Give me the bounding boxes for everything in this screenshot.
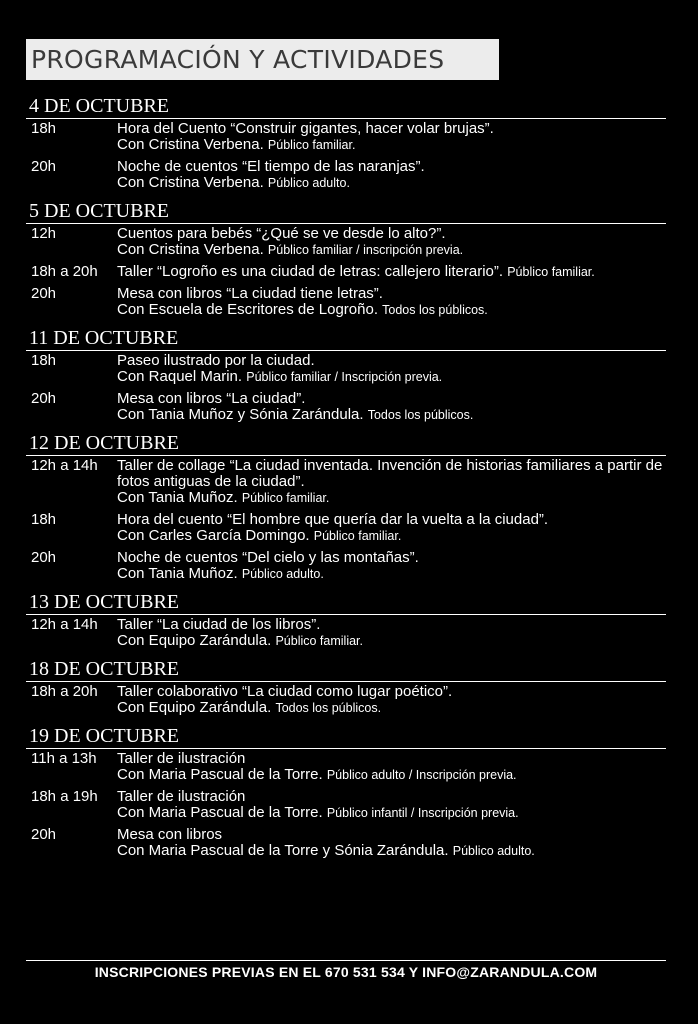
event-host: Con Maria Pascual de la Torre. (117, 766, 323, 783)
day-section (26, 327, 666, 423)
event-time: 18h (31, 352, 57, 369)
event-row (26, 286, 666, 318)
event-time: 20h (31, 390, 57, 407)
day-date-heading: 11 DE OCTUBRE (26, 327, 184, 351)
event-description (117, 684, 666, 716)
event-time: 18h (31, 511, 57, 528)
event-description (117, 827, 666, 859)
event-host: Con Cristina Verbena. (117, 241, 264, 258)
event-row (26, 264, 666, 280)
event-row (26, 391, 666, 423)
event-time: 18h a 19h (31, 788, 98, 805)
event-host: Con Tania Muñoz y Sónia Zarándula. (117, 406, 364, 423)
event-title: Mesa con libros “La ciudad”. (117, 390, 306, 407)
event-row (26, 159, 666, 191)
event-host: Con Carles García Domingo. (117, 527, 310, 544)
event-title: Taller de ilustración (117, 750, 246, 767)
event-time: 20h (31, 549, 57, 566)
event-description (117, 121, 666, 153)
event-audience: Público familiar. (267, 138, 356, 152)
event-title: Noche de cuentos “Del cielo y las montañas”. (117, 549, 419, 566)
event-time: 12h a 14h (31, 457, 98, 474)
event-host: Con Raquel Marin. (117, 368, 243, 385)
event-audience: Público adulto. (267, 176, 350, 190)
event-title: Cuentos para bebés “¿Qué se ve desde lo alto?”. (117, 225, 446, 242)
day-date-heading: 18 DE OCTUBRE (26, 658, 185, 682)
event-host: Con Cristina Verbena. (117, 136, 264, 153)
event-title: Mesa con libros (117, 826, 223, 843)
event-row (26, 684, 666, 716)
page-title: PROGRAMACIÓN Y ACTIVIDADES (26, 39, 499, 80)
event-row (26, 789, 666, 821)
day-section (26, 95, 666, 191)
event-row (26, 751, 666, 783)
event-title: Taller “Logroño es una ciudad de letras: callejero literario”. (117, 263, 504, 280)
event-row (26, 512, 666, 544)
event-audience: Público infantil / Inscripción previa. (326, 806, 519, 820)
event-time: 20h (31, 826, 57, 843)
event-host: Con Equipo Zarándula. (117, 632, 272, 649)
event-description (117, 751, 666, 783)
event-audience: Público familiar. (275, 634, 363, 648)
event-description (117, 789, 666, 821)
event-row (26, 827, 666, 859)
day-date-heading: 12 DE OCTUBRE (26, 432, 185, 456)
event-audience: Todos los públicos. (382, 303, 488, 317)
event-description (117, 512, 666, 544)
event-title: Taller de ilustración (117, 788, 246, 805)
event-audience: Público familiar. (507, 265, 595, 279)
event-host: Con Equipo Zarándula. (117, 699, 272, 716)
event-title: Taller colaborativo “La ciudad como lugar poético”. (117, 683, 453, 700)
event-description (117, 159, 666, 191)
event-title: Noche de cuentos “El tiempo de las naranjas”. (117, 158, 425, 175)
event-description (117, 458, 666, 506)
event-description (117, 226, 666, 258)
event-row (26, 550, 666, 582)
event-row (26, 121, 666, 153)
event-time: 12h (31, 225, 57, 242)
day-section (26, 725, 666, 859)
day-date-heading: 19 DE OCTUBRE (26, 725, 185, 749)
day-section (26, 432, 666, 582)
day-section (26, 658, 666, 716)
event-audience: Público familiar. (241, 491, 330, 505)
event-time: 18h a 20h (31, 263, 98, 280)
event-time: 12h a 14h (31, 616, 98, 633)
event-time: 18h (31, 120, 57, 137)
event-time: 18h a 20h (31, 683, 98, 700)
event-audience: Público adulto. (241, 567, 324, 581)
event-description (117, 550, 666, 582)
event-host: Con Maria Pascual de la Torre y Sónia Zarándula. (117, 842, 449, 859)
day-date-heading: 5 DE OCTUBRE (26, 200, 175, 224)
event-description (117, 391, 666, 423)
event-audience: Público adulto / Inscripción previa. (326, 768, 517, 782)
event-row (26, 617, 666, 649)
event-title: Hora del cuento “El hombre que quería dar la vuelta a la ciudad”. (117, 511, 549, 528)
event-title: Paseo ilustrado por la ciudad. (117, 352, 315, 369)
event-time: 11h a 13h (31, 750, 97, 767)
event-audience: Público adulto. (452, 844, 535, 858)
event-time: 20h (31, 158, 57, 175)
event-audience: Público familiar. (313, 529, 402, 543)
day-date-heading: 4 DE OCTUBRE (26, 95, 175, 119)
event-description (117, 617, 666, 649)
event-host: Con Cristina Verbena. (117, 174, 264, 191)
day-section (26, 591, 666, 649)
event-description (117, 264, 666, 280)
event-time: 20h (31, 285, 57, 302)
event-row (26, 458, 666, 506)
event-row (26, 226, 666, 258)
event-audience: Público familiar / inscripción previa. (267, 243, 464, 257)
event-host: Con Maria Pascual de la Torre. (117, 804, 323, 821)
event-description (117, 286, 666, 318)
event-audience: Todos los públicos. (367, 408, 474, 422)
event-audience: Público familiar / Inscripción previa. (246, 370, 443, 384)
event-title: Mesa con libros “La ciudad tiene letras”. (117, 285, 383, 302)
event-host: Con Escuela de Escritores de Logroño. (117, 301, 378, 318)
event-row (26, 353, 666, 385)
event-title: Taller “La ciudad de los libros”. (117, 616, 321, 633)
event-title: Hora del Cuento “Construir gigantes, hacer volar brujas”. (117, 120, 494, 137)
footer-contact: INSCRIPCIONES PREVIAS EN EL 670 531 534 Y INFO@ZARANDULA.COM (94, 964, 598, 980)
event-host: Con Tania Muñoz. (117, 565, 238, 582)
day-section (26, 200, 666, 318)
event-host: Con Tania Muñoz. (117, 489, 238, 506)
event-description (117, 353, 666, 385)
day-date-heading: 13 DE OCTUBRE (26, 591, 185, 615)
event-title: Taller de collage “La ciudad inventada. Invención de historias familiares a partir de fotos antiguas de la ciudad”. (117, 457, 663, 490)
footer-divider (26, 960, 666, 961)
event-audience: Todos los públicos. (275, 701, 382, 715)
schedule (26, 95, 666, 868)
